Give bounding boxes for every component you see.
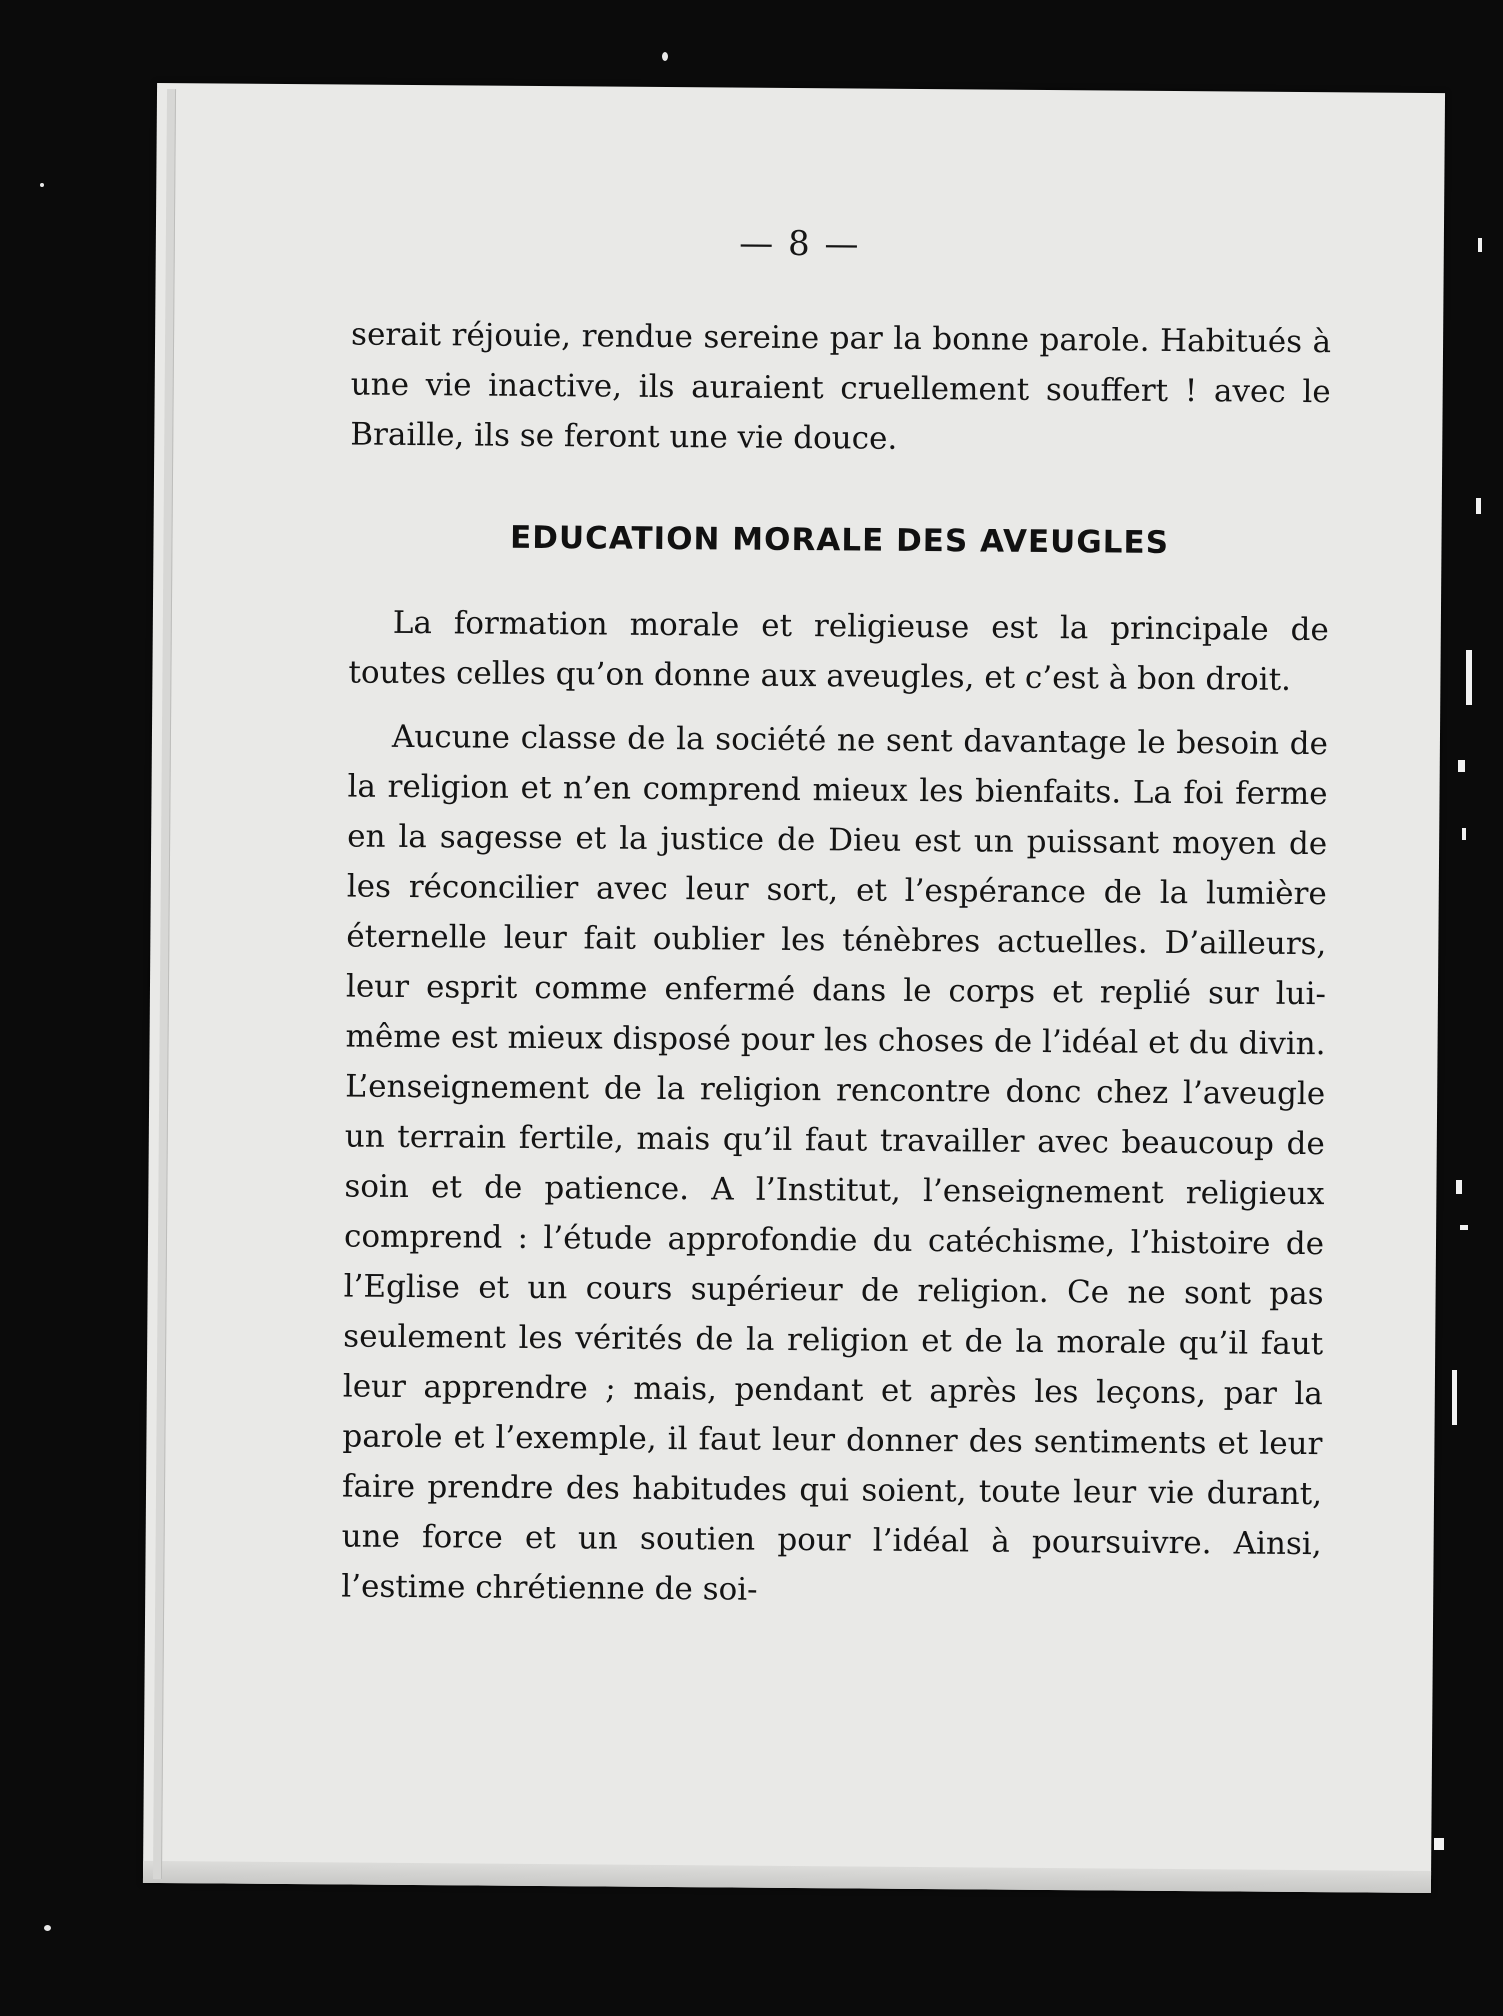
scan-artifact xyxy=(1458,760,1465,772)
scan-artifact xyxy=(1460,1225,1468,1230)
scan-artifact xyxy=(1456,1180,1462,1194)
scan-artifact xyxy=(44,1925,51,1931)
continued-paragraph: serait réjouie, rendue sereine par la bonne parole. Habitués à une vie inactive, ils auraient cruellement souffert ! avec le Braille, ils se feront une vie douce. xyxy=(350,316,1332,457)
scan-artifact xyxy=(1476,498,1481,514)
page-number: — 8 — xyxy=(739,223,861,265)
scan-artifact xyxy=(1466,650,1472,705)
scanned-page xyxy=(143,83,1445,1893)
scan-artifact xyxy=(1452,1370,1457,1425)
scan-artifact xyxy=(1478,238,1482,252)
scan-artifact xyxy=(1462,828,1466,840)
page-edge xyxy=(153,89,176,1879)
scan-artifact xyxy=(40,183,44,187)
paragraph-2: Aucune classe de la société ne sent davantage le besoin de la religion et n’en comprend mieux les bienfaits. La foi ferme en la sagesse et la justice de Dieu est un puissant moyen de les réconcilier avec leur sort, et l’espérance de la lumière éternelle leur fait oublier les ténèbres actuelles. D’ailleurs, leur esprit comme enfermé dans le corps et replié sur lui-même est mieux disposé pour les choses de l’idéal et du divin. L’enseignement de la religion rencontre donc chez l’aveugle un terrain fertile, mais qu’il faut travailler avec beaucoup de soin et de patience. A l’Institut, l’enseignement religieux comprend : l’étude approfondie du catéchisme, l’histoire de l’Eglise et un cours supérieur de religion. Ce ne sont pas seulement les vérités de la religion et de la morale qu’il faut leur apprendre ; mais, pendant et après les leçons, par la parole et l’exemple, il faut leur donner des sentiments et leur faire prendre des habitudes qui soient, toute leur vie durant, une force et un soutien pour l’idéal à poursuivre. Ainsi, l’estime chrétienne de soi- xyxy=(341,718,1329,1608)
page-text xyxy=(341,310,1331,1620)
paragraph-1: La formation morale et religieuse est la principale de toutes celles qu’on donne aux aveugles, et c’est à bon droit. xyxy=(348,604,1329,698)
scan-artifact xyxy=(1434,1838,1444,1850)
scan-artifact xyxy=(662,52,668,61)
section-heading: EDUCATION MORALE DES AVEUGLES xyxy=(509,519,1170,561)
